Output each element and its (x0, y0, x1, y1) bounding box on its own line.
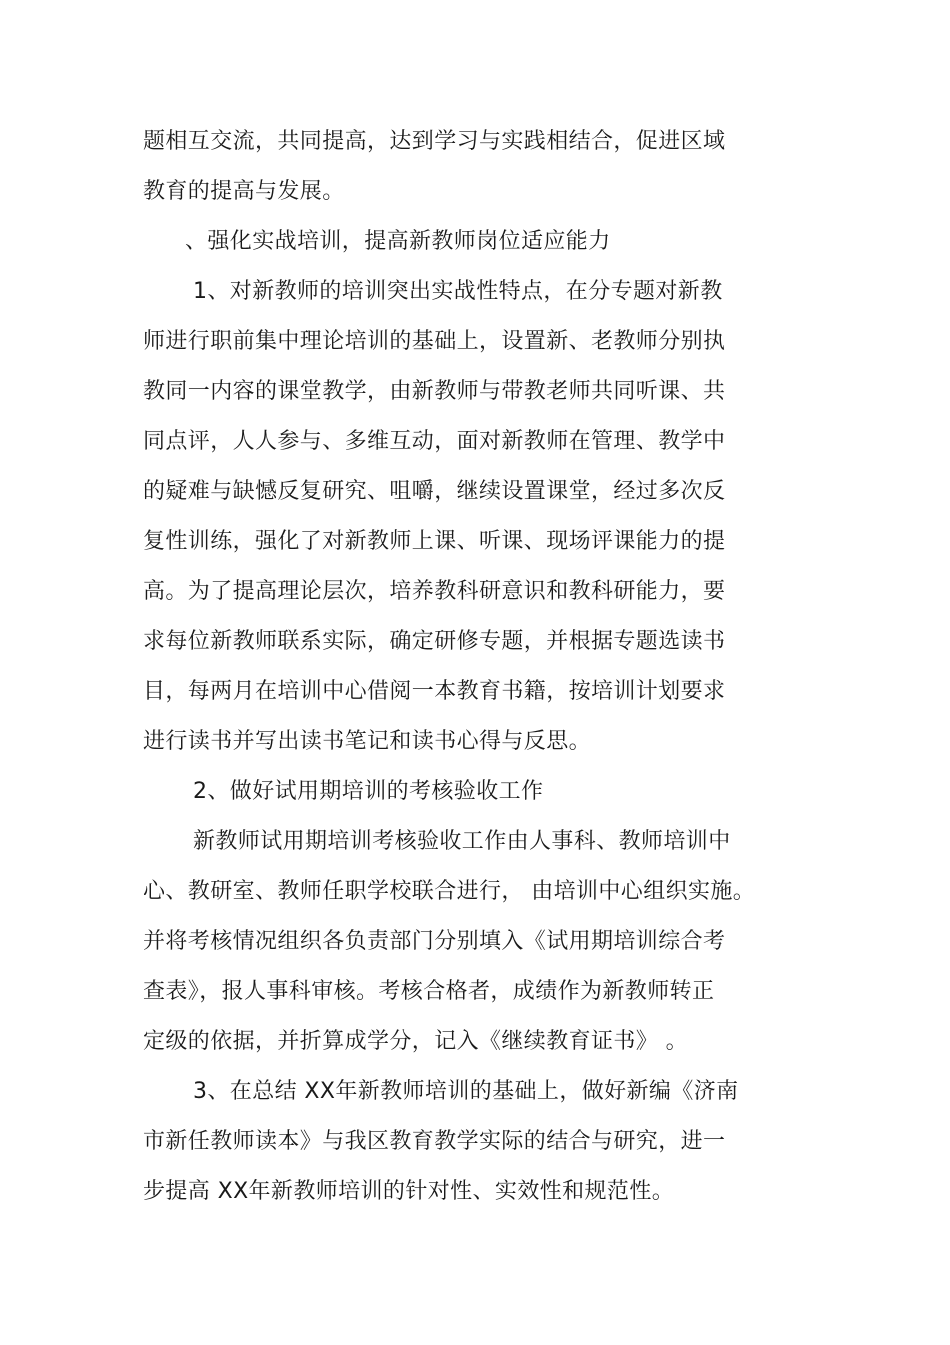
paragraph-line: 并将考核情况组织各负责部门分别填入《试用期培训综合考 (143, 929, 726, 954)
paragraph-line: 查表》，报人事科审核。考核合格者，成绩作为新教师转正 (143, 979, 715, 1004)
paragraph-line: 心、教研室、教师任职学校联合进行， 由培训中心组织实施。 (143, 879, 756, 904)
paragraph-line: 步提高 XX年新教师培训的针对性、实效性和规范性。 (143, 1179, 675, 1204)
paragraph-line: 3、在总结 XX年新教师培训的基础上，做好新编《济南 (193, 1079, 739, 1104)
paragraph-line: 复性训练，强化了对新教师上课、听课、现场评课能力的提 (143, 529, 726, 554)
paragraph-line: 定级的依据，并折算成学分，记入《继续教育证书》 。 (143, 1029, 688, 1054)
paragraph-line: 教育的提高与发展。 (143, 179, 345, 204)
paragraph-line: 题相互交流，共同提高，达到学习与实践相结合，促进区域 (143, 129, 726, 154)
section-heading: 、强化实战培训，提高新教师岗位适应能力 (185, 229, 611, 254)
paragraph-line: 高。为了提高理论层次，培养教科研意识和教科研能力，要 (143, 579, 726, 604)
paragraph-line: 求每位新教师联系实际，确定研修专题，并根据专题选读书 (143, 629, 726, 654)
paragraph-line: 教同一内容的课堂教学，由新教师与带教老师共同听课、共 (143, 379, 726, 404)
paragraph-line: 目，每两月在培训中心借阅一本教育书籍，按培训计划要求 (143, 679, 726, 704)
paragraph-line: 1、对新教师的培训突出实战性特点，在分专题对新教 (193, 279, 723, 304)
paragraph-line: 进行读书并写出读书笔记和读书心得与反思。 (143, 729, 592, 754)
paragraph-line: 的疑难与缺憾反复研究、咀嚼，继续设置课堂，经过多次反 (143, 479, 726, 504)
paragraph-line: 新教师试用期培训考核验收工作由人事科、教师培训中 (193, 829, 731, 854)
paragraph-line: 市新任教师读本》与我区教育教学实际的结合与研究，进一 (143, 1129, 726, 1154)
section-subheading: 2、做好试用期培训的考核验收工作 (193, 779, 544, 804)
paragraph-line: 师进行职前集中理论培训的基础上，设置新、老教师分别执 (143, 329, 726, 354)
paragraph-line: 同点评，人人参与、多维互动，面对新教师在管理、教学中 (143, 429, 726, 454)
